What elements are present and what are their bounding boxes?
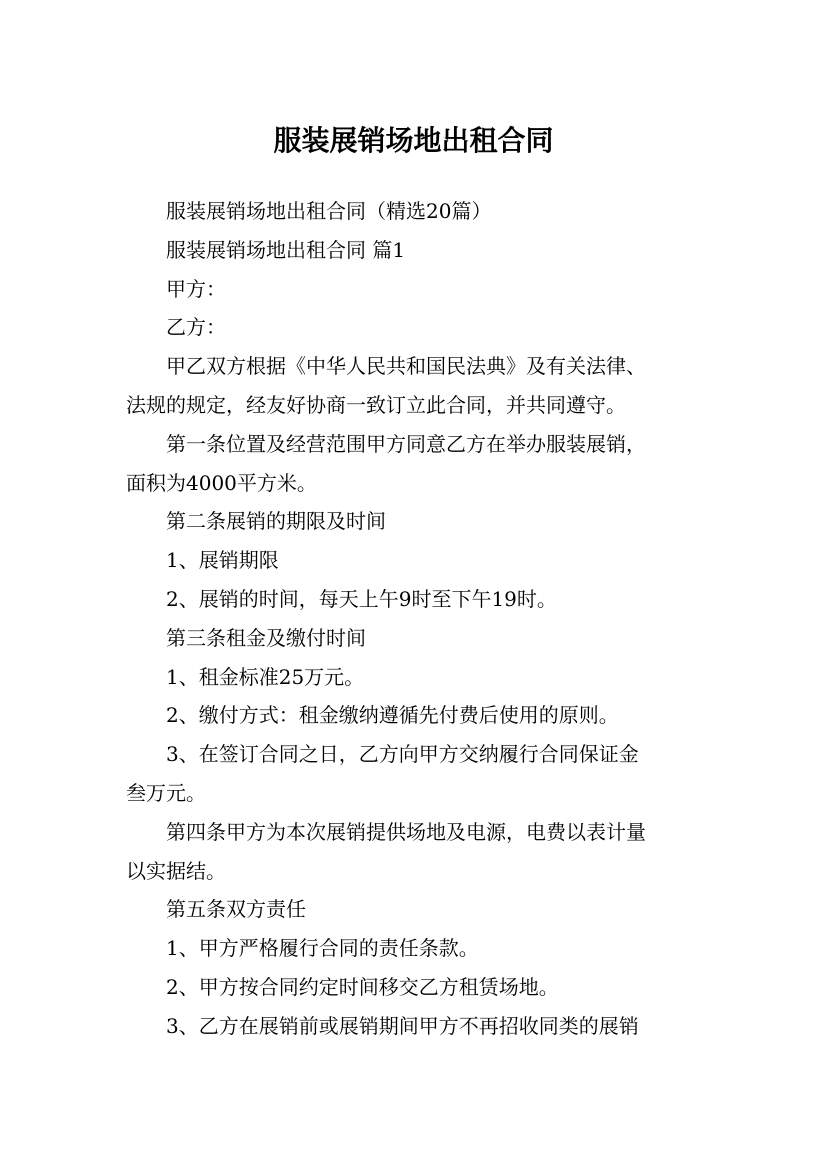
paragraph-first-line: 3、乙方在展销前或展销期间甲方不再招收同类的展销 [166,1013,639,1038]
paragraph [126,192,716,231]
paragraph-continuation-line: 法规的规定，经友好协商一致订立此合同，并共同遵守。 [126,392,626,417]
paragraph-continuation-line: 以实据结。 [126,858,226,883]
paragraph [126,502,716,541]
paragraph-first-line: 第四条甲方为本次展销提供场地及电源，电费以表计量 [166,819,646,844]
paragraph-first-line: 甲方： [166,276,226,301]
paragraph-first-line: 1、租金标准25万元。 [166,664,365,689]
paragraph-first-line: 2、甲方按合同约定时间移交乙方租赁场地。 [166,974,559,999]
paragraph [126,270,716,309]
paragraph-first-line: 第二条展销的期限及时间 [166,509,386,534]
paragraph-first-line: 乙方： [166,315,226,340]
paragraph [126,347,716,425]
paragraph [126,696,716,735]
paragraph [126,1007,716,1046]
paragraph-first-line: 第三条租金及缴付时间 [166,625,366,650]
paragraph-first-line: 服装展销场地出租合同（精选20篇） [166,199,492,223]
paragraph-first-line: 甲乙双方根据《中华人民共和国民法典》及有关法律、 [166,354,646,379]
paragraph-first-line: 2、缴付方式：租金缴纳遵循先付费后使用的原则。 [166,703,619,728]
paragraph-first-line: 1、甲方严格履行合同的责任条款。 [166,936,479,961]
paragraph [126,890,716,929]
paragraph [126,619,716,658]
paragraph-first-line: 1、展销期限 [166,548,279,573]
paragraph-first-line: 2、展销的时间，每天上午9时至下午19时。 [166,586,557,611]
paragraph [126,735,716,813]
paragraph [126,658,716,697]
paragraph-first-line: 3、在签订合同之日，乙方向甲方交纳履行合同保证金 [166,742,639,767]
paragraph-continuation-line: 面积为4000平方米。 [126,470,317,495]
paragraph-continuation-line: 叁万元。 [126,780,206,805]
paragraph [126,813,716,891]
document-body [126,192,716,1046]
paragraph [126,929,716,968]
paragraph-first-line: 服装展销场地出租合同 篇1 [166,237,406,262]
document-title: 服装展销场地出租合同 [273,123,554,157]
paragraph [126,308,716,347]
paragraph [126,541,716,580]
paragraph [126,580,716,619]
paragraph-first-line: 第一条位置及经营范围甲方同意乙方在举办服装展销， [166,431,646,456]
paragraph-first-line: 第五条双方责任 [166,897,306,922]
paragraph [126,968,716,1007]
paragraph [126,231,716,270]
paragraph [126,425,716,503]
